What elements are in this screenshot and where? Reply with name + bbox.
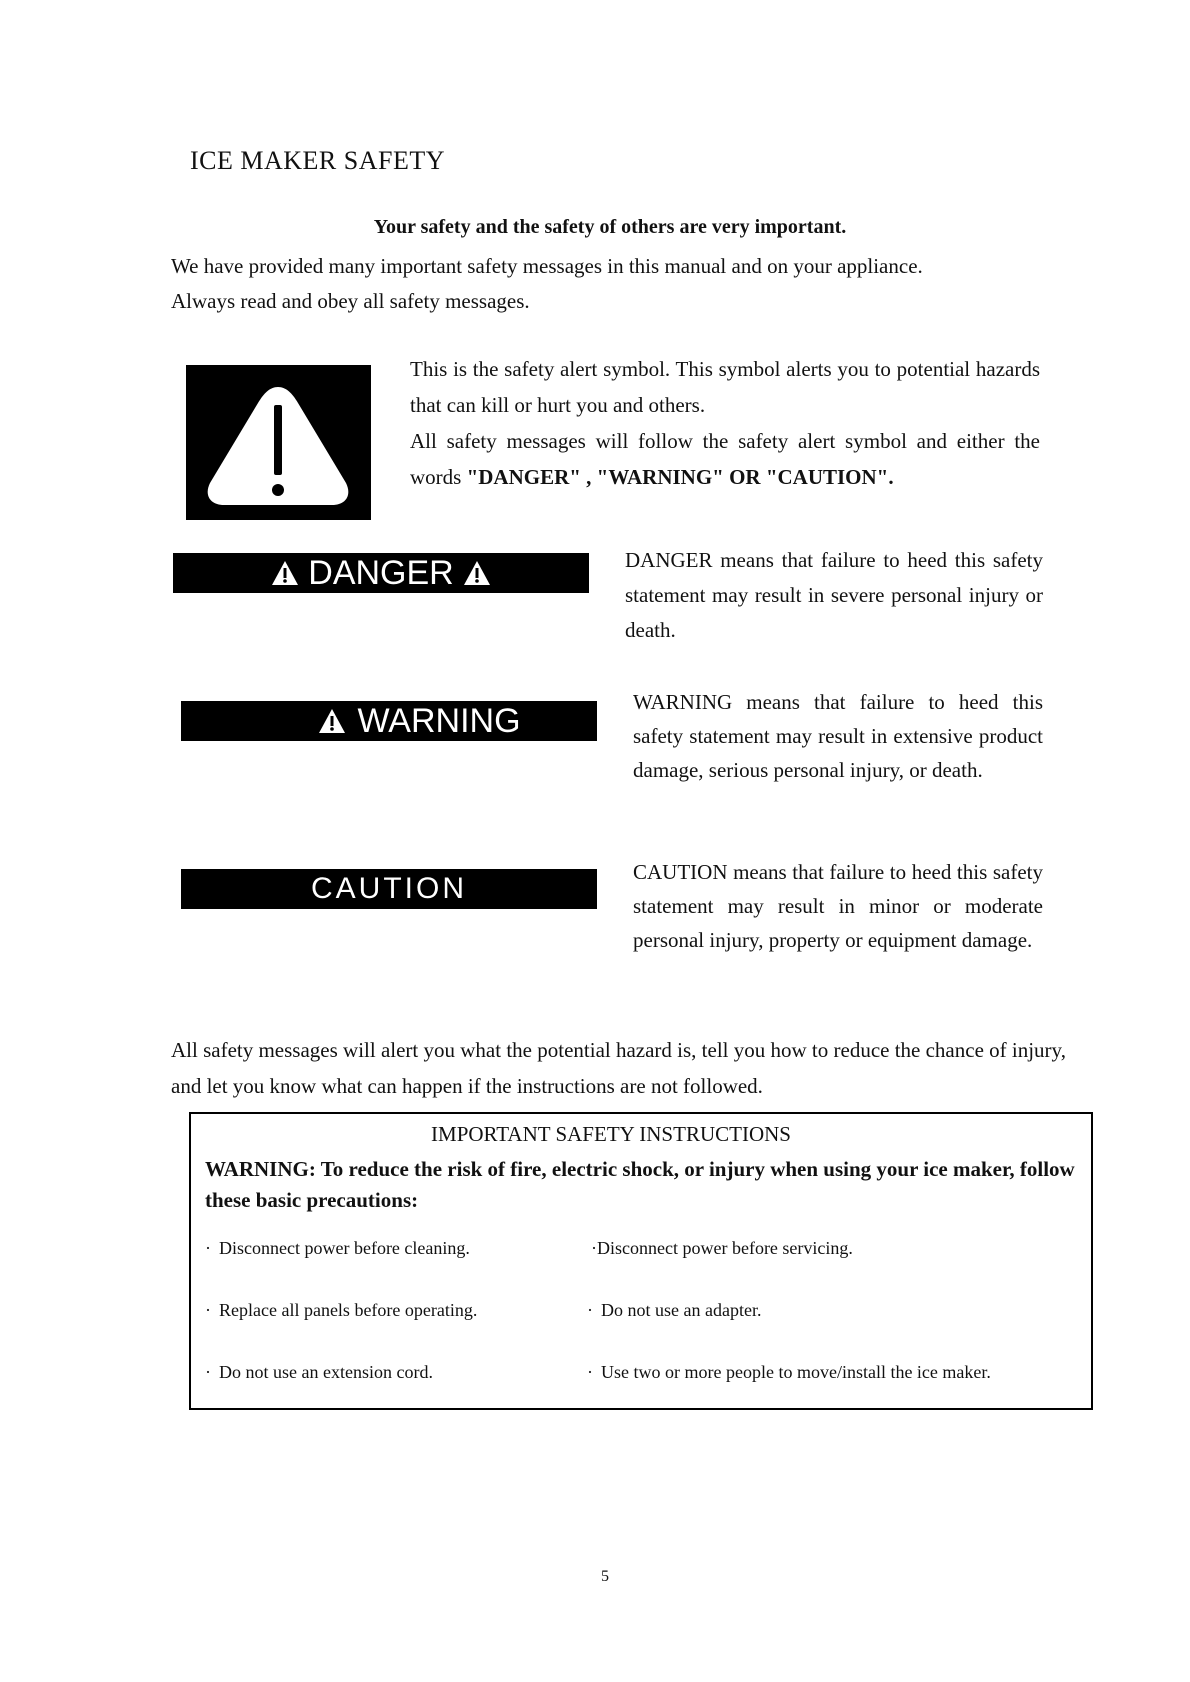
alert-text-1: This is the safety alert symbol. This symbol alerts you to potential hazards that can kill or hurt you and others. [410,357,1040,417]
danger-description: DANGER means that failure to heed this safety statement may result in severe personal injury or death. [625,548,1043,642]
precaution-text: Replace all panels before operating. [219,1300,478,1320]
intro-line-1: We have provided many important safety messages in this manual and on your appliance. [171,254,923,278]
warning-triangle-icon [462,559,492,587]
intro-line-2: Always read and obey all safety messages. [171,289,530,313]
important-safety-instructions-box [189,1112,1093,1410]
warning-triangle-icon [317,707,347,735]
precaution-item [587,1362,991,1383]
instructions-warning: WARNING: To reduce the risk of fire, electric shock, or injury when using your ice maker, follow these basic precautions: [205,1157,1075,1212]
precaution-text: Do not use an adapter. [601,1300,762,1320]
bullet: · [591,1238,597,1258]
bullet: · [587,1300,593,1320]
precaution-text: Disconnect power before servicing. [597,1238,853,1258]
instructions-title: IMPORTANT SAFETY INSTRUCTIONS [431,1122,791,1146]
caution-description: CAUTION means that failure to heed this safety statement may result in minor or moderate personal injury, property or equipment damage. [633,860,1043,952]
warning-label-text: WARNING [357,701,521,740]
warning-description: WARNING means that failure to heed this safety statement may result in extensive product damage, serious personal injury, or death. [633,690,1043,782]
safety-subheading: Your safety and the safety of others are very important. [373,216,847,238]
all-messages-paragraph: All safety messages will alert you what the potential hazard is, tell you how to reduce the chance of injury, and let you know what can happen if the instructions are not followed. [171,1038,1066,1098]
page-number: 5 [601,1568,609,1585]
bullet: · [205,1362,211,1382]
danger-label [173,553,589,593]
precaution-item [587,1300,761,1321]
bullet: · [205,1300,211,1320]
precaution-text: Disconnect power before cleaning. [219,1238,470,1258]
warning-triangle-icon [270,559,300,587]
page-title: ICE MAKER SAFETY [190,146,446,175]
bullet: · [205,1238,211,1258]
precaution-text: Do not use an extension cord. [219,1362,433,1382]
precaution-item [205,1300,477,1321]
precaution-item [205,1238,470,1259]
bullet: · [587,1362,593,1382]
caution-label-text: CAUTION [311,872,467,905]
caution-label [181,869,597,909]
warning-label [181,701,597,741]
safety-alert-icon [186,365,371,520]
precaution-text: Use two or more people to move/install the ice maker. [601,1362,991,1382]
alert-text-2: All safety messages will follow the safety alert symbol and either the words [410,429,1040,489]
alert-symbol-description [410,351,1040,495]
signal-words: "DANGER" , "WARNING" OR "CAUTION". [466,465,894,489]
precaution-item [591,1238,853,1259]
danger-label-text: DANGER [308,553,454,592]
precaution-item [205,1362,433,1383]
intro-paragraph [171,249,1051,319]
